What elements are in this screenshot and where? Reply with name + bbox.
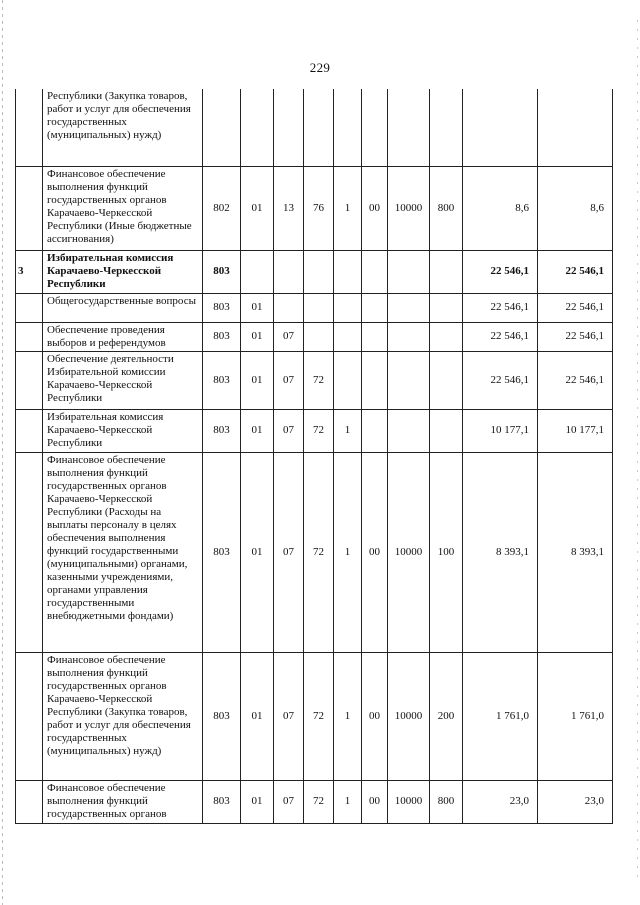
sum-year-1: 22 546,1 bbox=[463, 250, 538, 293]
code-ved: 803 bbox=[203, 351, 241, 409]
code-vr bbox=[430, 409, 463, 452]
code-pr bbox=[274, 250, 304, 293]
code-cs-subprogram: 1 bbox=[334, 452, 362, 652]
code-rz: 01 bbox=[241, 293, 274, 322]
sum-year-1: 23,0 bbox=[463, 780, 538, 823]
code-cs-subprogram: 1 bbox=[334, 166, 362, 250]
sum-year-1: 22 546,1 bbox=[463, 293, 538, 322]
code-ved bbox=[203, 89, 241, 166]
code-vr bbox=[430, 351, 463, 409]
code-rz: 01 bbox=[241, 409, 274, 452]
table-row bbox=[16, 166, 613, 250]
code-ved: 803 bbox=[203, 652, 241, 780]
sum-year-2: 10 177,1 bbox=[538, 409, 613, 452]
code-ved: 803 bbox=[203, 293, 241, 322]
code-cs-direction bbox=[388, 89, 430, 166]
code-vr: 200 bbox=[430, 652, 463, 780]
sum-year-2: 8 393,1 bbox=[538, 452, 613, 652]
sum-year-1: 22 546,1 bbox=[463, 351, 538, 409]
sum-year-2: 8,6 bbox=[538, 166, 613, 250]
row-number bbox=[16, 652, 43, 780]
code-vr: 800 bbox=[430, 780, 463, 823]
code-ved: 802 bbox=[203, 166, 241, 250]
code-cs-subprogram bbox=[334, 89, 362, 166]
code-rz bbox=[241, 250, 274, 293]
sum-year-2: 22 546,1 bbox=[538, 351, 613, 409]
table-row bbox=[16, 293, 613, 322]
code-cs-subprogram: 1 bbox=[334, 780, 362, 823]
code-cs-program bbox=[304, 250, 334, 293]
sum-year-1: 22 546,1 bbox=[463, 322, 538, 351]
code-pr: 07 bbox=[274, 351, 304, 409]
code-cs-program bbox=[304, 322, 334, 351]
code-rz bbox=[241, 89, 274, 166]
code-pr bbox=[274, 293, 304, 322]
code-cs-subprogram bbox=[334, 351, 362, 409]
sum-year-1: 8,6 bbox=[463, 166, 538, 250]
code-cs-subprogram bbox=[334, 250, 362, 293]
code-cs-main bbox=[362, 351, 388, 409]
row-number bbox=[16, 409, 43, 452]
code-cs-direction: 10000 bbox=[388, 166, 430, 250]
code-vr bbox=[430, 293, 463, 322]
code-pr: 13 bbox=[274, 166, 304, 250]
row-number bbox=[16, 89, 43, 166]
code-cs-program: 72 bbox=[304, 409, 334, 452]
code-cs-program bbox=[304, 293, 334, 322]
sum-year-1: 1 761,0 bbox=[463, 652, 538, 780]
scan-edge-left bbox=[2, 0, 3, 905]
sum-year-2: 23,0 bbox=[538, 780, 613, 823]
code-vr bbox=[430, 250, 463, 293]
row-name: Республики (Закупка товаров, работ и услуг для обеспечения государственных (муниципальных) нужд) bbox=[43, 89, 203, 166]
code-cs-direction bbox=[388, 351, 430, 409]
row-number bbox=[16, 452, 43, 652]
code-vr: 800 bbox=[430, 166, 463, 250]
budget-table bbox=[15, 89, 613, 824]
table-row bbox=[16, 89, 613, 166]
code-cs-subprogram: 1 bbox=[334, 409, 362, 452]
sum-year-2: 22 546,1 bbox=[538, 293, 613, 322]
sum-year-2 bbox=[538, 89, 613, 166]
code-ved: 803 bbox=[203, 409, 241, 452]
code-ved: 803 bbox=[203, 452, 241, 652]
code-cs-main bbox=[362, 409, 388, 452]
code-cs-direction: 10000 bbox=[388, 452, 430, 652]
code-cs-subprogram bbox=[334, 322, 362, 351]
row-name: Обеспечение деятельности Избирательной комиссии Карачаево-Черкесской Республики bbox=[43, 351, 203, 409]
code-cs-main bbox=[362, 89, 388, 166]
code-ved: 803 bbox=[203, 322, 241, 351]
row-number bbox=[16, 166, 43, 250]
row-number bbox=[16, 322, 43, 351]
table-row bbox=[16, 351, 613, 409]
code-rz: 01 bbox=[241, 452, 274, 652]
sum-year-1: 8 393,1 bbox=[463, 452, 538, 652]
page-number: 229 bbox=[309, 60, 331, 75]
code-cs-program: 76 bbox=[304, 166, 334, 250]
code-cs-program: 72 bbox=[304, 652, 334, 780]
row-name: Финансовое обеспечение выполнения функций государственных органов bbox=[43, 780, 203, 823]
row-number bbox=[16, 293, 43, 322]
row-name: Общегосударственные вопросы bbox=[43, 293, 203, 322]
code-cs-program: 72 bbox=[304, 452, 334, 652]
table-row bbox=[16, 409, 613, 452]
code-cs-program: 72 bbox=[304, 780, 334, 823]
row-number: 3 bbox=[16, 250, 43, 293]
code-cs-main: 00 bbox=[362, 166, 388, 250]
code-ved: 803 bbox=[203, 780, 241, 823]
table-row bbox=[16, 452, 613, 652]
table-row bbox=[16, 322, 613, 351]
code-vr bbox=[430, 322, 463, 351]
sum-year-2: 1 761,0 bbox=[538, 652, 613, 780]
code-pr: 07 bbox=[274, 322, 304, 351]
row-number bbox=[16, 780, 43, 823]
row-number bbox=[16, 351, 43, 409]
code-cs-program bbox=[304, 89, 334, 166]
code-rz: 01 bbox=[241, 351, 274, 409]
sum-year-1: 10 177,1 bbox=[463, 409, 538, 452]
code-pr: 07 bbox=[274, 652, 304, 780]
code-cs-direction: 10000 bbox=[388, 652, 430, 780]
code-cs-main: 00 bbox=[362, 780, 388, 823]
code-pr: 07 bbox=[274, 452, 304, 652]
sum-year-2: 22 546,1 bbox=[538, 250, 613, 293]
row-name: Обеспечение проведения выборов и референдумов bbox=[43, 322, 203, 351]
code-pr bbox=[274, 89, 304, 166]
code-rz: 01 bbox=[241, 652, 274, 780]
code-cs-subprogram bbox=[334, 293, 362, 322]
code-rz: 01 bbox=[241, 166, 274, 250]
row-name: Избирательная комиссия Карачаево-Черкесской Республики bbox=[43, 250, 203, 293]
code-cs-main: 00 bbox=[362, 452, 388, 652]
scan-edge-right bbox=[637, 20, 638, 880]
row-name: Избирательная комиссия Карачаево-Черкесской Республики bbox=[43, 409, 203, 452]
table-row bbox=[16, 780, 613, 823]
row-name: Финансовое обеспечение выполнения функций государственных органов Карачаево-Черкесской Республики (Иные бюджетные ассигнования) bbox=[43, 166, 203, 250]
sum-year-1 bbox=[463, 89, 538, 166]
table-row bbox=[16, 652, 613, 780]
code-pr: 07 bbox=[274, 409, 304, 452]
code-vr: 100 bbox=[430, 452, 463, 652]
code-cs-direction bbox=[388, 409, 430, 452]
table-row bbox=[16, 250, 613, 293]
code-cs-main bbox=[362, 250, 388, 293]
code-cs-program: 72 bbox=[304, 351, 334, 409]
code-cs-direction: 10000 bbox=[388, 780, 430, 823]
code-pr: 07 bbox=[274, 780, 304, 823]
code-cs-main: 00 bbox=[362, 652, 388, 780]
code-rz: 01 bbox=[241, 780, 274, 823]
code-cs-main bbox=[362, 293, 388, 322]
code-cs-subprogram: 1 bbox=[334, 652, 362, 780]
code-cs-main bbox=[362, 322, 388, 351]
code-cs-direction bbox=[388, 293, 430, 322]
code-vr bbox=[430, 89, 463, 166]
row-name: Финансовое обеспечение выполнения функций государственных органов Карачаево-Черкесской Республики (Расходы на выплаты персоналу в целях обеспечения выполнения функций государственными (муниципальными) органами, казенными учреждениями, органами управления государственными внебюджетными фондами) bbox=[43, 452, 203, 652]
code-ved: 803 bbox=[203, 250, 241, 293]
code-rz: 01 bbox=[241, 322, 274, 351]
sum-year-2: 22 546,1 bbox=[538, 322, 613, 351]
code-cs-direction bbox=[388, 322, 430, 351]
row-name: Финансовое обеспечение выполнения функций государственных органов Карачаево-Черкесской Республики (Закупка товаров, работ и услуг для обеспечения государственных (муниципальных) нужд) bbox=[43, 652, 203, 780]
code-cs-direction bbox=[388, 250, 430, 293]
